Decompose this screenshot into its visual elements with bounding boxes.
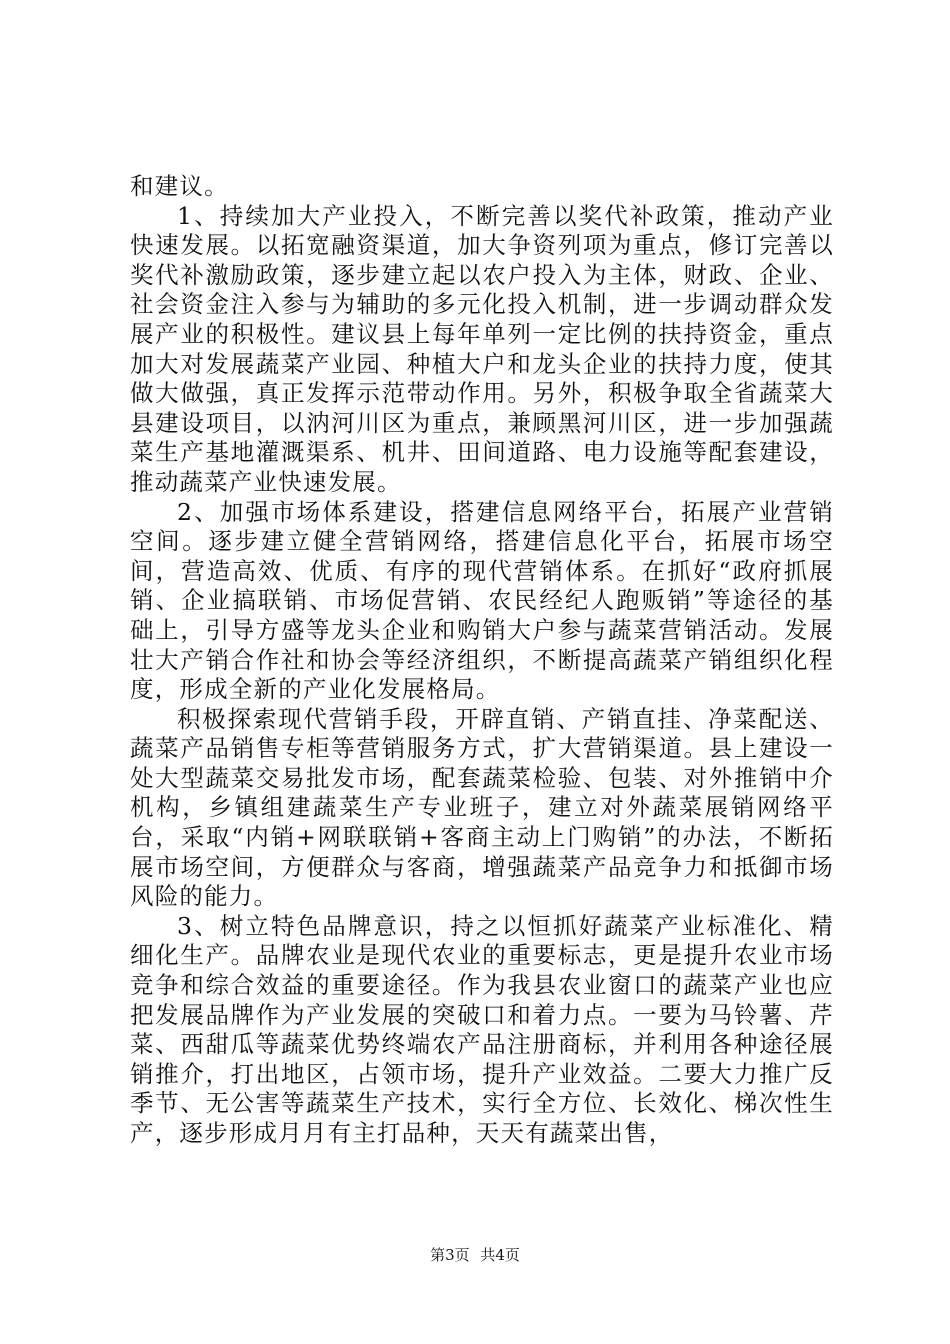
paragraph-intro-end: 和建议。 bbox=[130, 172, 229, 200]
paragraph-market-system: 2、加强市场体系建设，搭建信息网络平台，拓展产业营销空间。逐步建立健全营销网络，搭建信息化平台，拓展市场空间，营造高效、优质、有序的现代营销体系。在抓好“政府抓展销、企业搞联销、市场促营销、农民经纪人跑贩销”等途径的基础上，引导方盛等龙头企业和购销大户参与蔬菜营销活动。发展壮大产销合作社和协会等经济组织，不断提高蔬菜产销组织化程度，形成全新的产业化发展格局。 bbox=[130, 497, 834, 704]
page-number: 第3页 bbox=[430, 1246, 470, 1264]
page-total: 共4页 bbox=[480, 1246, 520, 1264]
paragraph-brand-awareness: 3、树立特色品牌意识，持之以恒抓好蔬菜产业标准化、精细化生产。品牌农业是现代农业的重要标志，更是提升农业市场竞争和综合效益的重要途径。作为我县农业窗口的蔬菜产业也应把发展品牌作为产业发展的突破口和着力点。一要为马铃薯、芹菜、西甜瓜等蔬菜优势终端农产品注册商标，并利用各种途径展销推介，打出地区，占领市场，提升产业效益。二要大力推广反季节、无公害等蔬菜生产技术，实行全方位、长效化、梯次性生产，逐步形成月月有主打品种，天天有蔬菜出售， bbox=[130, 911, 834, 1147]
page-footer bbox=[0, 1245, 950, 1265]
paragraph-investment: 1、持续加大产业投入，不断完善以奖代补政策，推动产业快速发展。以拓宽融资渠道，加大争资列项为重点，修订完善以奖代补激励政策，逐步建立起以农户投入为主体，财政、企业、社会资金注入参与为辅助的多元化投入机制，进一步调动群众发展产业的积极性。建议县上每年单列一定比例的扶持资金，重点加大对发展蔬菜产业园、种植大户和龙头企业的扶持力度，使其做大做强，真正发挥示范带动作用。另外，积极争取全省蔬菜大县建设项目，以汭河川区为重点，兼顾黑河川区，进一步加强蔬菜生产基地灌溉渠系、机井、田间道路、电力设施等配套建设，推动蔬菜产业快速发展。 bbox=[130, 201, 834, 496]
paragraph-marketing-methods: 积极探索现代营销手段，开辟直销、产销直挂、净菜配送、蔬菜产品销售专柜等营销服务方式，扩大营销渠道。县上建设一处大型蔬菜交易批发市场，配套蔬菜检验、包装、对外推销中介机构，乡镇组建蔬菜生产专业班子，建立对外蔬菜展销网络平台，采取“内销+网联联销+客商主动上门购销”的办法，不断拓展市场空间，方便群众与客商，增强蔬菜产品竞争力和抵御市场风险的能力。 bbox=[130, 704, 834, 911]
document-body bbox=[130, 172, 834, 1149]
